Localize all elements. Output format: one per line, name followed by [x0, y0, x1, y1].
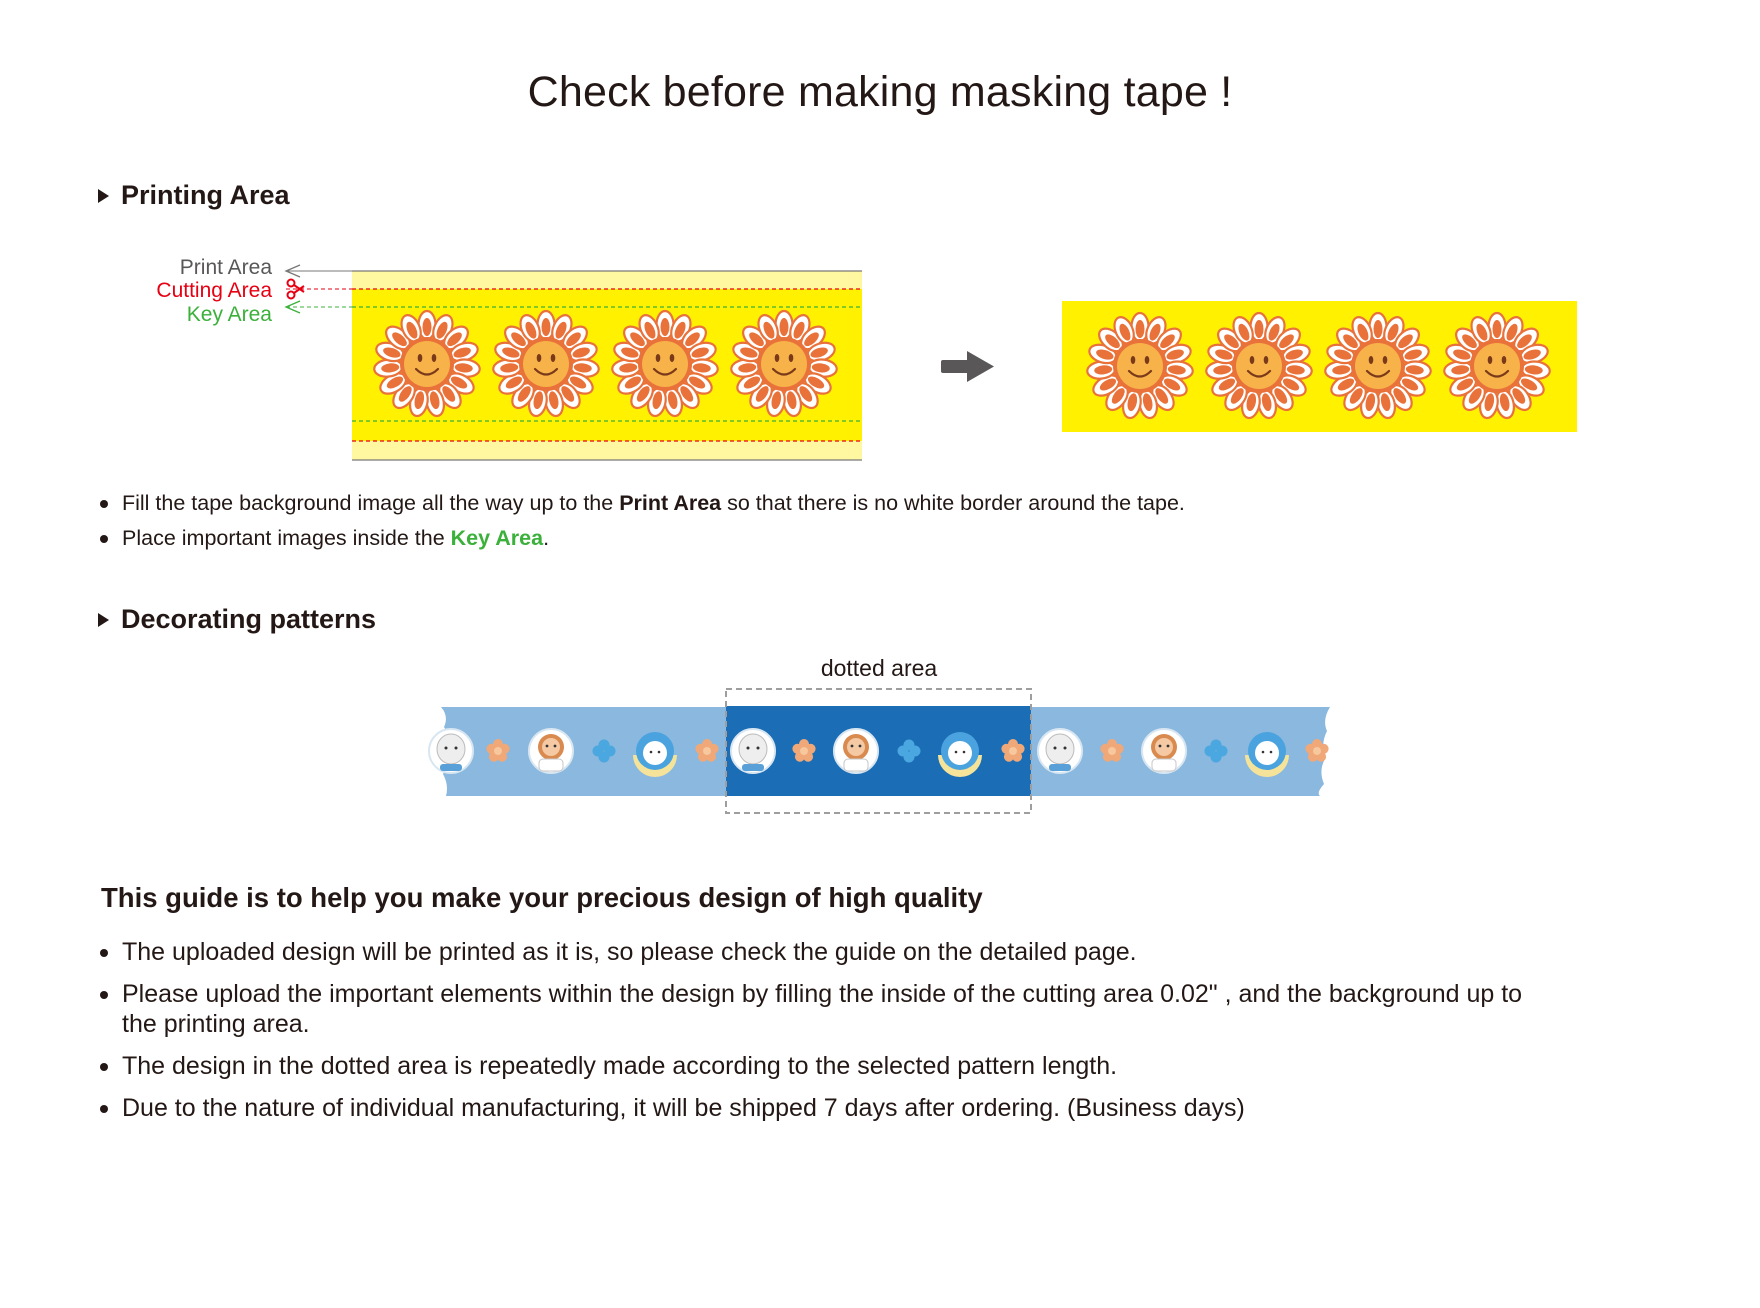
list-item: Place important images inside the Key Area.	[100, 526, 1185, 561]
cutting-area-label: Cutting Area	[156, 279, 272, 302]
list-item: The design in the dotted area is repeatedly made according to the selected pattern length.	[100, 1051, 1540, 1081]
page-title: Check before making masking tape !	[527, 68, 1233, 116]
list-item: Due to the nature of individual manufacturing, it will be shipped 7 days after ordering. (Business days)	[100, 1093, 1540, 1123]
dotted-area-label: dotted area	[820, 655, 938, 681]
list-item: Fill the tape background image all the way up to the Print Area so that there is no white border around the tape.	[100, 491, 1185, 526]
dog-astronaut-icon	[731, 729, 775, 773]
printing-area-heading-text: Printing Area	[121, 180, 290, 210]
decorating-patterns-heading-text: Decorating patterns	[121, 604, 377, 634]
print-area-label: Print Area	[179, 256, 272, 279]
dog-astronaut-icon	[429, 729, 473, 773]
key-area-label: Key Area	[186, 303, 272, 326]
list-item: The uploaded design will be printed as it is, so please check the guide on the detailed page.	[100, 937, 1540, 967]
astronaut-icon	[1142, 729, 1186, 773]
guide-heading: This guide is to help you make your precious design of high quality	[101, 882, 983, 913]
astronaut-icon	[529, 729, 573, 773]
guide-bullets	[100, 937, 1540, 1135]
dog-astronaut-icon	[1038, 729, 1082, 773]
astronaut-icon	[834, 729, 878, 773]
list-item: Please upload the important elements within the design by filling the inside of the cutting area 0.02" , and the background up to the printing area.	[100, 979, 1540, 1039]
